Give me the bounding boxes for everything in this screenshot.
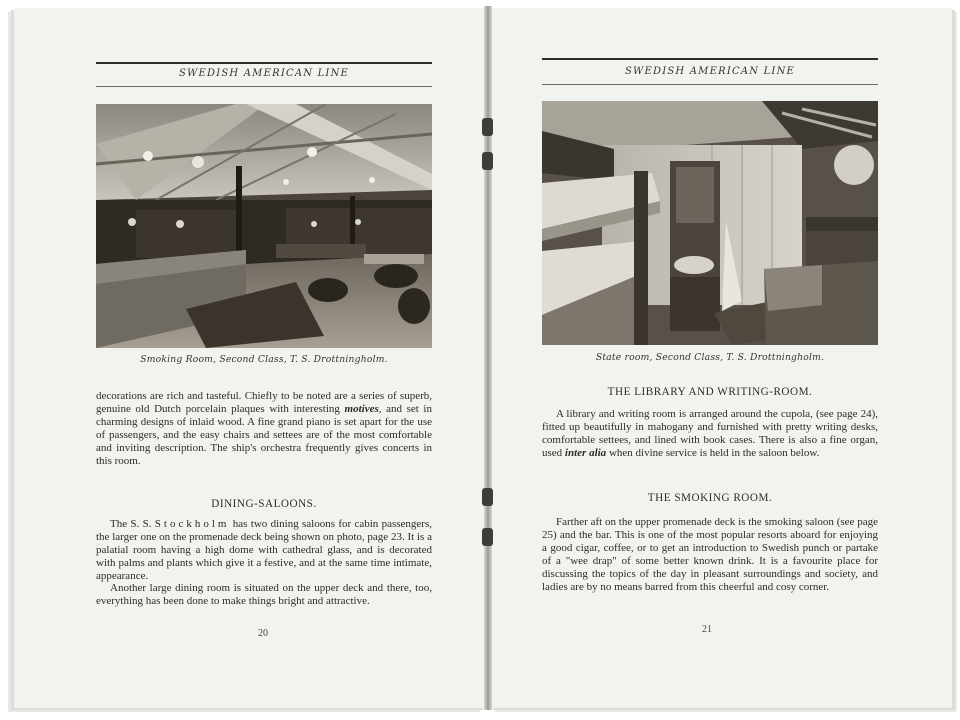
page-number: 21 (702, 624, 712, 635)
state-room-photo (542, 101, 878, 345)
page-number: 20 (258, 628, 268, 639)
header-rule (542, 58, 878, 60)
body-paragraph: A library and writing room is arranged around the cupola, (see page 24), fitted up beautifully in mahogany and furnished with pretty writing desks, comfortable settees, and lined with book cases. There is also a fine organ, used inter alia when divine service is held in the saloon below. (542, 408, 878, 460)
staple-icon (482, 152, 493, 170)
photo-caption: State room, Second Class, T. S. Drottningholm. (595, 352, 825, 363)
header-rule (96, 86, 432, 87)
section-heading: THE LIBRARY AND WRITING-ROOM. (607, 386, 813, 398)
binding-gutter (484, 6, 492, 710)
running-head: SWEDISH AMERICAN LINE (624, 66, 796, 77)
smoking-room-photo (96, 104, 432, 348)
staple-icon (482, 528, 493, 546)
running-head: SWEDISH AMERICAN LINE (178, 68, 350, 79)
staple-icon (482, 118, 493, 136)
state-room-image (542, 101, 878, 345)
section-heading: THE SMOKING ROOM. (647, 492, 773, 504)
body-paragraph: Farther aft on the upper promenade deck is the smoking saloon (see page 25) and the bar. This is one of the most popular resorts aboard for enjoying a good cigar, coffee, or to get an introduction to Swedish punch or partake of a "wee drap" of some better known drink. It is a favourite place for discussing the topics of the day in pleasant surroundings and society, and ladies are by no means barred from this cheerful and cosy corner. (542, 516, 878, 594)
header-rule (542, 84, 878, 85)
section-heading: DINING-SALOONS. (211, 498, 317, 510)
smoking-room-image (96, 104, 432, 348)
body-paragraph: decorations are rich and tasteful. Chiefly to be noted are a series of superb, genuine old Dutch porcelain plaques with interesting motives, and set in charming designs of inlaid wood. A fine grand piano is set apart for the use of passengers, and the easy chairs and settees are of the most comfortable and inviting description. The ship's orchestra frequently gives concerts in this room. (96, 390, 432, 468)
photo-caption: Smoking Room, Second Class, T. S. Drottningholm. (140, 354, 388, 365)
staple-icon (482, 488, 493, 506)
header-rule (96, 62, 432, 64)
body-paragraph: Another large dining room is situated on the upper deck and there, too, everything has been done to make things bright and attractive. (96, 582, 432, 608)
body-paragraph: The S. S. Stockholm has two dining saloons for cabin passengers, the larger one on the promenade deck being shown on photo, page 23. It is a palatial room having a high dome with cathedral glass, and is decorated with palms and plants which give it a festive, and at the same time intimate, appearance. (96, 518, 433, 583)
